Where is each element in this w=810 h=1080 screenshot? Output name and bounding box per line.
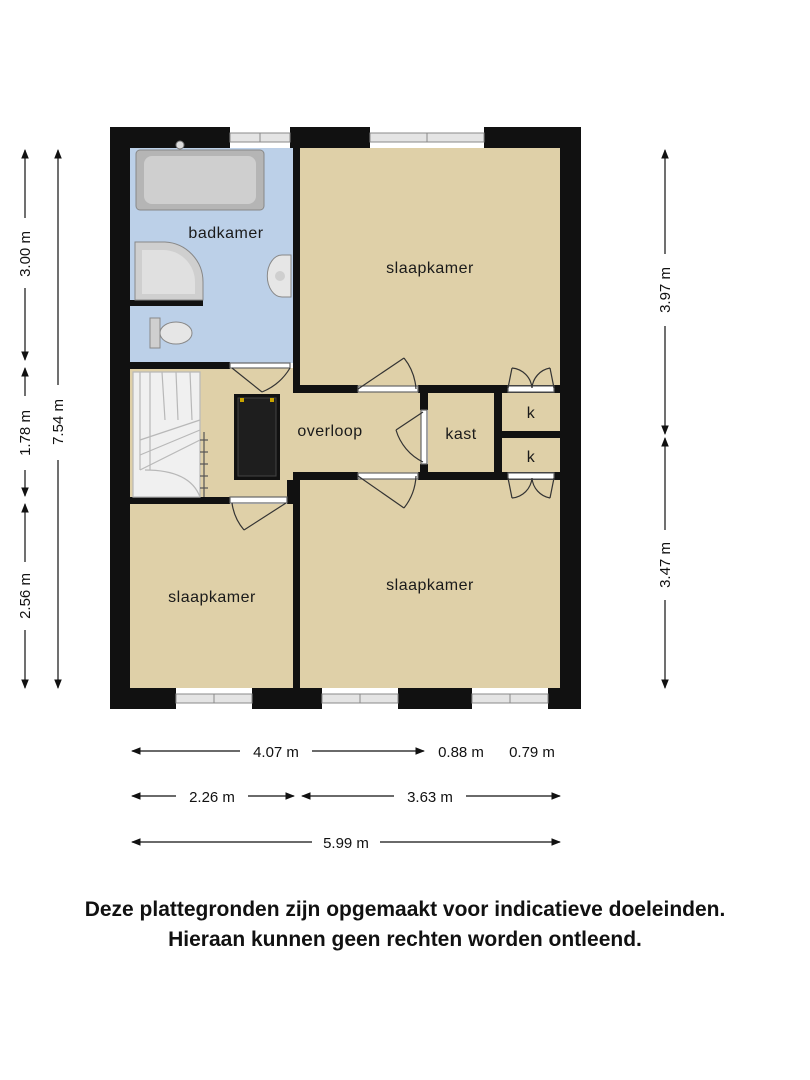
dim-bottom-3-63: 3.63 m [407,789,453,806]
staircase-icon [133,372,208,497]
dim-bottom-0-88: 0.88 m [438,744,484,761]
dim-left-1-78: 1.78 m [17,410,34,456]
dim-bottom-2-26: 2.26 m [189,789,235,806]
disclaimer-line-2: Hieraan kunnen geen rechten worden ontleend. [168,928,642,951]
room-label-slaapkamer-top-right: slaapkamer [386,260,474,277]
bathtub-icon [136,141,264,210]
dim-bottom-4-07: 4.07 m [253,744,299,761]
dim-right-3-97: 3.97 m [657,267,674,313]
room-label-overloop: overloop [297,423,363,440]
disclaimer-line-1: Deze plattegronden zijn opgemaakt voor indicatieve doeleinden. [84,898,726,921]
dim-left-total-7-54: 7.54 m [50,399,67,445]
dim-left-3-00: 3.00 m [17,231,34,277]
room-label-slaapkamer-bottom-right: slaapkamer [386,577,474,594]
room-label-k-top: k [526,405,536,422]
room-label-badkamer: badkamer [188,225,264,242]
dim-left-2-56: 2.56 m [17,573,34,619]
dim-right-3-47: 3.47 m [657,542,674,588]
room-label-slaapkamer-bottom-left: slaapkamer [168,589,256,606]
dim-bottom-total-5-99: 5.99 m [323,835,369,852]
skylight-icon [234,394,280,480]
room-label-kast: kast [445,426,477,443]
dim-bottom-0-79: 0.79 m [509,744,555,761]
room-label-k-bottom: k [526,449,536,466]
